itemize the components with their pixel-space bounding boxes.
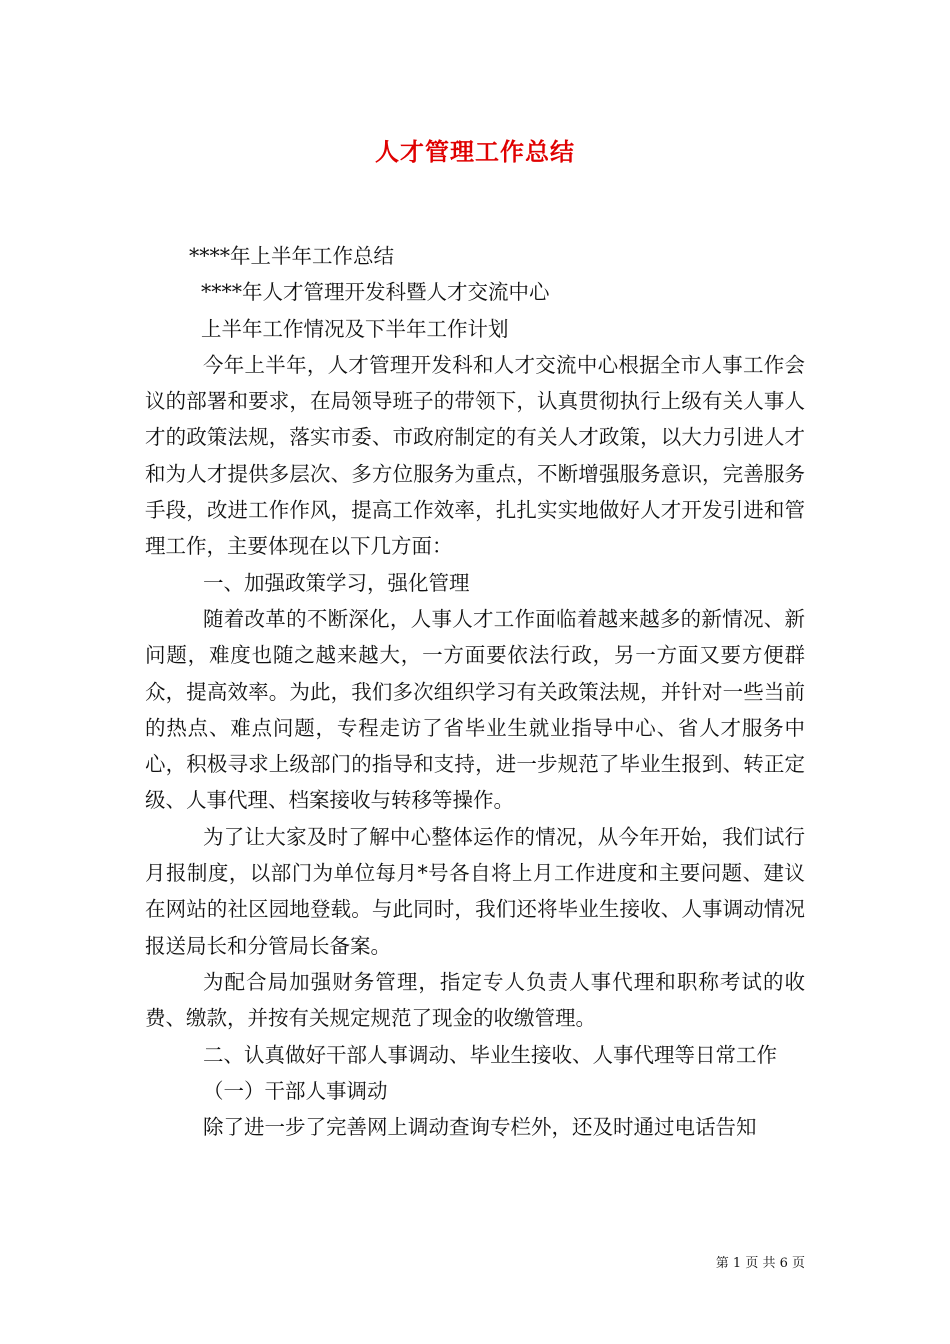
document-body: [145, 238, 805, 1145]
section-heading: 一、加强政策学习，强化管理: [203, 570, 470, 595]
paragraph: 今年上半年，人才管理开发科和人才交流中心根据全市人事工作会议的部署和要求，在局领导班子的带领下，认真贯彻执行上级有关人事人才的政策法规，落实市委、市政府制定的有关人才政策，以大力引进人才和为人才提供多层次、多方位服务为重点，不断增强服务意识，完善服务手段，改进工作作风，提高工作效率，扎扎实实地做好人才开发引进和管理工作，主要体现在以下几方面：: [145, 352, 805, 559]
section-heading: 二、认真做好干部人事调动、毕业生接收、人事代理等日常工作: [203, 1042, 777, 1067]
paragraph: 随着改革的不断深化，人事人才工作面临着越来越多的新情况、新问题，难度也随之越来越大，一方面要依法行政，另一方面又要方便群众，提高效率。为此，我们多次组织学习有关政策法规，并针对一些当前的热点、难点问题，专程走访了省毕业生就业指导中心、省人才服务中心，积极寻求上级部门的指导和支持，进一步规范了毕业生报到、转正定级、人事代理、档案接收与转移等操作。: [145, 606, 805, 813]
page-number: 第 1 页 共 6 页: [715, 1256, 805, 1271]
paragraph: 除了进一步了完善网上调动查询专栏外，还及时通过电话告知: [203, 1115, 757, 1140]
paragraph: 为配合局加强财务管理，指定专人负责人事代理和职称考试的收费、缴款，并按有关规定规范了现金的收缴管理。: [145, 969, 805, 1031]
heading-line-3: 上半年工作情况及下半年工作计划: [201, 316, 509, 341]
heading-line-2: ****年人才管理开发科暨人才交流中心: [201, 280, 550, 305]
heading-line-1: ****年上半年工作总结: [189, 244, 394, 268]
paragraph: 为了让大家及时了解中心整体运作的情况，从今年开始，我们试行月报制度，以部门为单位每月*号各自将上月工作进度和主要问题、建议在网站的社区园地登载。与此同时，我们还将毕业生接收、人事调动情况报送局长和分管局长备案。: [145, 824, 805, 958]
document-title: 人才管理工作总结: [375, 137, 575, 166]
subsection-heading: （一）干部人事调动: [203, 1078, 388, 1103]
